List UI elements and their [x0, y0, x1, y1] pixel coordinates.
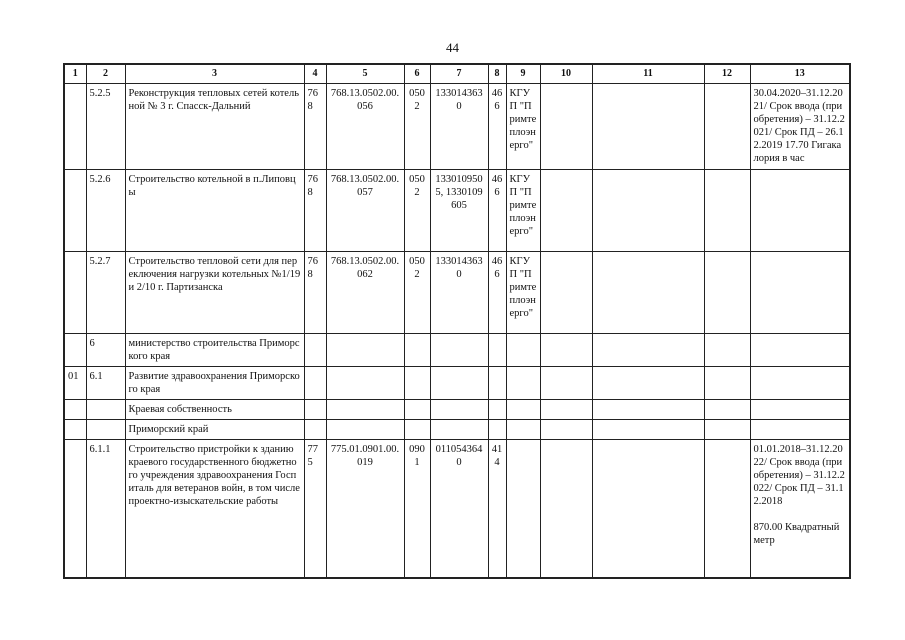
- table-row: [64, 440, 850, 578]
- header-row: [64, 64, 850, 84]
- cell-col7: 1330143630: [430, 252, 488, 334]
- cell-col12: [704, 400, 750, 420]
- cell-col10: [540, 400, 592, 420]
- cell-col9: КГУП "Примтеплоэнерго": [506, 84, 540, 170]
- cell-col10: [540, 367, 592, 400]
- cell-col4: [304, 334, 326, 367]
- cell-col11: [592, 334, 704, 367]
- header-cell: 1: [64, 64, 86, 84]
- cell-level: [64, 440, 86, 578]
- cell-col9: КГУП "Примтеплоэнерго": [506, 170, 540, 252]
- investment-table: [63, 63, 851, 579]
- cell-col11: [592, 420, 704, 440]
- cell-name: Строительство пристройки к зданию краевого государственного бюджетного учреждения здравоохранения Госпиталь для ветеранов войн, в том числе проектно-изыскательские работы: [125, 440, 304, 578]
- cell-col8: [488, 420, 506, 440]
- cell-col6: [404, 367, 430, 400]
- cell-col7: [430, 367, 488, 400]
- cell-col5: [326, 367, 404, 400]
- cell-level: [64, 334, 86, 367]
- cell-level: [64, 170, 86, 252]
- cell-col5: 768.13.0502.00.062: [326, 252, 404, 334]
- cell-col5: [326, 420, 404, 440]
- cell-col6: 0502: [404, 252, 430, 334]
- cell-col12: [704, 367, 750, 400]
- cell-col7: 1330143630: [430, 84, 488, 170]
- cell-col8: 466: [488, 84, 506, 170]
- cell-col7: [430, 420, 488, 440]
- header-cell: 12: [704, 64, 750, 84]
- cell-col7: [430, 400, 488, 420]
- cell-col8: 466: [488, 252, 506, 334]
- cell-col5: 775.01.0901.00.019: [326, 440, 404, 578]
- cell-name: Строительство котельной в п.Липовцы: [125, 170, 304, 252]
- cell-name: Приморский край: [125, 420, 304, 440]
- cell-name: Краевая собственность: [125, 400, 304, 420]
- header-cell: 10: [540, 64, 592, 84]
- header-cell: 9: [506, 64, 540, 84]
- table-row: [64, 252, 850, 334]
- cell-col13: [750, 334, 850, 367]
- cell-col7: [430, 334, 488, 367]
- header-cell: 11: [592, 64, 704, 84]
- cell-col13: [750, 252, 850, 334]
- cell-code: 5.2.6: [86, 170, 125, 252]
- cell-col13: 01.01.2018–31.12.2022/ Срок ввода (приобретения) – 31.12.2022/ Срок ПД – 31.12.2018 870.00 Квадратный метр: [750, 440, 850, 578]
- cell-col10: [540, 252, 592, 334]
- cell-col4: 768: [304, 84, 326, 170]
- cell-name: Реконструкция тепловых сетей котельной № 3 г. Спасск-Дальний: [125, 84, 304, 170]
- cell-col12: [704, 334, 750, 367]
- cell-col12: [704, 84, 750, 170]
- table-row: [64, 84, 850, 170]
- table-row: [64, 334, 850, 367]
- cell-col13: [750, 170, 850, 252]
- cell-col6: 0502: [404, 84, 430, 170]
- cell-col9: [506, 420, 540, 440]
- cell-col13: [750, 367, 850, 400]
- cell-col11: [592, 170, 704, 252]
- header-cell: 4: [304, 64, 326, 84]
- cell-level: [64, 252, 86, 334]
- cell-col4: 775: [304, 440, 326, 578]
- cell-level: 01: [64, 367, 86, 400]
- cell-code: 6.1: [86, 367, 125, 400]
- cell-col9: [506, 334, 540, 367]
- header-cell: 6: [404, 64, 430, 84]
- cell-col10: [540, 84, 592, 170]
- cell-code: 6.1.1: [86, 440, 125, 578]
- cell-col13: [750, 400, 850, 420]
- cell-col11: [592, 84, 704, 170]
- header-cell: 3: [125, 64, 304, 84]
- cell-name: Развитие здравоохранения Приморского края: [125, 367, 304, 400]
- cell-code: 5.2.7: [86, 252, 125, 334]
- table-row: [64, 420, 850, 440]
- table-row: [64, 170, 850, 252]
- cell-col8: 414: [488, 440, 506, 578]
- page-number: 44: [446, 40, 459, 55]
- cell-col11: [592, 367, 704, 400]
- cell-col10: [540, 334, 592, 367]
- table-row: [64, 400, 850, 420]
- cell-col8: [488, 367, 506, 400]
- header-cell: 13: [750, 64, 850, 84]
- cell-col6: 0901: [404, 440, 430, 578]
- cell-col6: [404, 400, 430, 420]
- cell-col11: [592, 440, 704, 578]
- cell-col4: 768: [304, 252, 326, 334]
- cell-col5: 768.13.0502.00.056: [326, 84, 404, 170]
- cell-level: [64, 420, 86, 440]
- cell-name: Строительство тепловой сети для переключения нагрузки котельных №1/19 и 2/10 г. Партизанска: [125, 252, 304, 334]
- cell-col5: [326, 334, 404, 367]
- cell-col11: [592, 252, 704, 334]
- cell-col4: [304, 367, 326, 400]
- cell-col13: 30.04.2020–31.12.2021/ Срок ввода (приобретения) – 31.12.2021/ Срок ПД – 26.12.2019 17.70 Гигакалория в час: [750, 84, 850, 170]
- cell-name: министерство строительства Приморского края: [125, 334, 304, 367]
- cell-col7: 1330109505, 1330109605: [430, 170, 488, 252]
- cell-level: [64, 400, 86, 420]
- cell-col10: [540, 440, 592, 578]
- header-cell: 5: [326, 64, 404, 84]
- cell-code: [86, 400, 125, 420]
- cell-col6: [404, 334, 430, 367]
- cell-col4: [304, 420, 326, 440]
- cell-col8: [488, 400, 506, 420]
- cell-code: [86, 420, 125, 440]
- cell-code: 6: [86, 334, 125, 367]
- cell-col13: [750, 420, 850, 440]
- table-row: [64, 367, 850, 400]
- cell-col10: [540, 170, 592, 252]
- cell-col10: [540, 420, 592, 440]
- cell-col12: [704, 420, 750, 440]
- header-cell: 2: [86, 64, 125, 84]
- cell-col6: [404, 420, 430, 440]
- header-cell: 8: [488, 64, 506, 84]
- cell-col9: КГУП "Примтеплоэнерго": [506, 252, 540, 334]
- cell-col12: [704, 440, 750, 578]
- cell-col12: [704, 170, 750, 252]
- cell-level: [64, 84, 86, 170]
- cell-col5: [326, 400, 404, 420]
- cell-col6: 0502: [404, 170, 430, 252]
- cell-col8: [488, 334, 506, 367]
- cell-col12: [704, 252, 750, 334]
- cell-col9: [506, 440, 540, 578]
- cell-col5: 768.13.0502.00.057: [326, 170, 404, 252]
- cell-col9: [506, 367, 540, 400]
- cell-col7: 0110543640: [430, 440, 488, 578]
- cell-code: 5.2.5: [86, 84, 125, 170]
- cell-col8: 466: [488, 170, 506, 252]
- cell-col11: [592, 400, 704, 420]
- header-cell: 7: [430, 64, 488, 84]
- cell-col4: [304, 400, 326, 420]
- cell-col9: [506, 400, 540, 420]
- cell-col4: 768: [304, 170, 326, 252]
